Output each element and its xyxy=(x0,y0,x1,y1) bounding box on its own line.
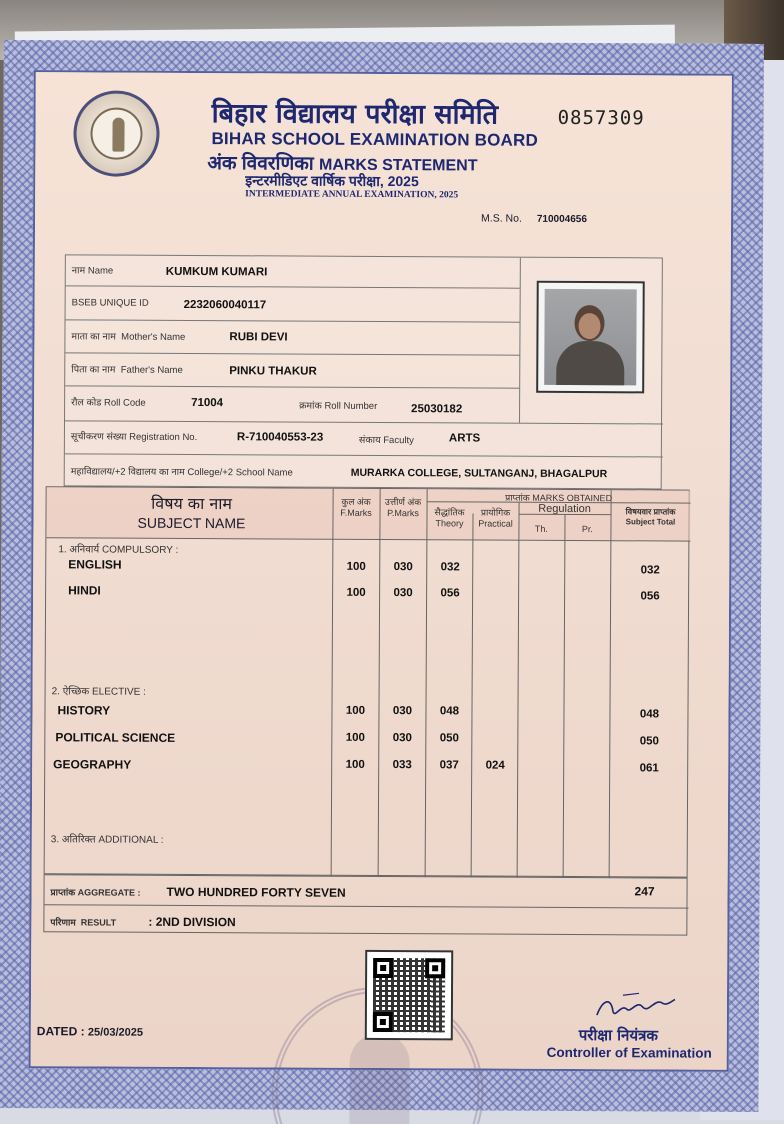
board-seal-icon xyxy=(73,90,159,176)
father-label: पिता का नाम Father's Name xyxy=(71,364,183,376)
english-exam-name: INTERMEDIATE ANNUAL EXAMINATION, 2025 xyxy=(245,189,459,201)
result-value: : 2ND DIVISION xyxy=(148,914,236,930)
roll-code: 71004 xyxy=(191,396,224,410)
regulation-practical-header: Pr. xyxy=(581,524,593,535)
marks-statement xyxy=(0,40,764,1112)
subject-header-hindi: विषय का नाम xyxy=(151,493,232,514)
ms-number: M.S. No. 710004656 xyxy=(481,212,587,226)
faculty-label: संकाय Faculty xyxy=(358,434,414,447)
registration-label: सूचीकरण संख्या Registration No. xyxy=(70,431,198,444)
theory-header: सैद्धांतिक Theory xyxy=(434,507,465,529)
mother-name: RUBI DEVI xyxy=(229,331,288,344)
mother-label: माता का नाम Mother's Name xyxy=(71,331,186,343)
uid-value: 2232060040117 xyxy=(183,298,267,312)
college-label: महाविद्यालय/+2 विद्यालय का नाम College/+2 School Name xyxy=(70,466,293,479)
marks-obtained-header: प्राप्तांक MARKS OBTAINED xyxy=(505,492,613,504)
registration-number: R-710040553-23 xyxy=(236,431,324,444)
table-row: HISTORY 100 030 048 048 xyxy=(57,703,660,721)
subject-header: SUBJECT NAME xyxy=(137,514,246,532)
additional-section: 3. अतिरिक्त ADDITIONAL : xyxy=(50,834,164,846)
aggregate-value: 247 xyxy=(634,884,655,899)
fmarks-header: कुल अंक F.Marks xyxy=(340,496,372,518)
roll-number-label: क्रमांक Roll Number xyxy=(299,400,378,412)
result-label: परिणाम RESULT xyxy=(50,917,117,928)
aggregate-words: TWO HUNDRED FORTY SEVEN xyxy=(166,884,346,900)
subject-total-header: विषयवार प्राप्तांक Subject Total xyxy=(625,507,676,527)
qr-code-icon xyxy=(365,950,453,1040)
regulation-theory-header: Th. xyxy=(534,523,548,534)
serial-number: 0857309 xyxy=(557,106,645,130)
regulation-header: Regulation xyxy=(538,502,591,516)
name-label: नाम Name xyxy=(71,265,114,277)
student-name: KUMKUM KUMARI xyxy=(165,265,268,279)
pmarks-header: उत्तीर्ण अंक P.Marks xyxy=(384,497,422,519)
controller-hindi: परीक्षा नियंत्रक xyxy=(578,1026,658,1045)
table-row: GEOGRAPHY 100 033 037 024 061 xyxy=(53,757,659,775)
statement-body xyxy=(29,70,734,1072)
faculty-value: ARTS xyxy=(448,432,481,445)
issue-date: DATED : 25/03/2025 xyxy=(36,1024,144,1039)
practical-header: प्रायोगिक Practical xyxy=(478,507,513,529)
controller-title: Controller of Examination xyxy=(546,1044,712,1061)
hindi-exam-name: इन्टरमीडिएट वार्षिक परीक्षा, 2025 xyxy=(245,172,419,190)
english-board-name: BIHAR SCHOOL EXAMINATION BOARD xyxy=(211,129,539,150)
uid-label: BSEB UNIQUE ID xyxy=(71,297,149,309)
roll-number: 25030182 xyxy=(411,403,463,416)
table-row: POLITICAL SCIENCE 100 030 050 050 xyxy=(55,730,659,748)
aggregate-box xyxy=(43,874,687,935)
father-name: PINKU THAKUR xyxy=(229,365,317,378)
table-row: ENGLISH 100 030 032 032 xyxy=(68,557,660,577)
roll-code-label: रौल कोड Roll Code xyxy=(71,397,146,409)
table-row: HINDI 100 030 056 056 xyxy=(68,583,660,603)
compulsory-section: 1. अनिवार्य COMPULSORY : xyxy=(58,544,179,556)
college-name: MURARKA COLLEGE, SULTANGANJ, BHAGALPUR xyxy=(350,466,608,481)
aggregate-label: प्राप्तांक AGGREGATE : xyxy=(50,887,141,898)
hindi-board-name: बिहार विद्यालय परीक्षा समिति xyxy=(211,98,499,131)
marks-table xyxy=(44,486,690,877)
statement-title: अंक विवरणिका MARKS STATEMENT xyxy=(207,153,478,175)
signature-icon xyxy=(593,989,677,1023)
student-photo xyxy=(536,281,645,394)
elective-section: 2. ऐच्छिक ELECTIVE : xyxy=(51,686,146,698)
